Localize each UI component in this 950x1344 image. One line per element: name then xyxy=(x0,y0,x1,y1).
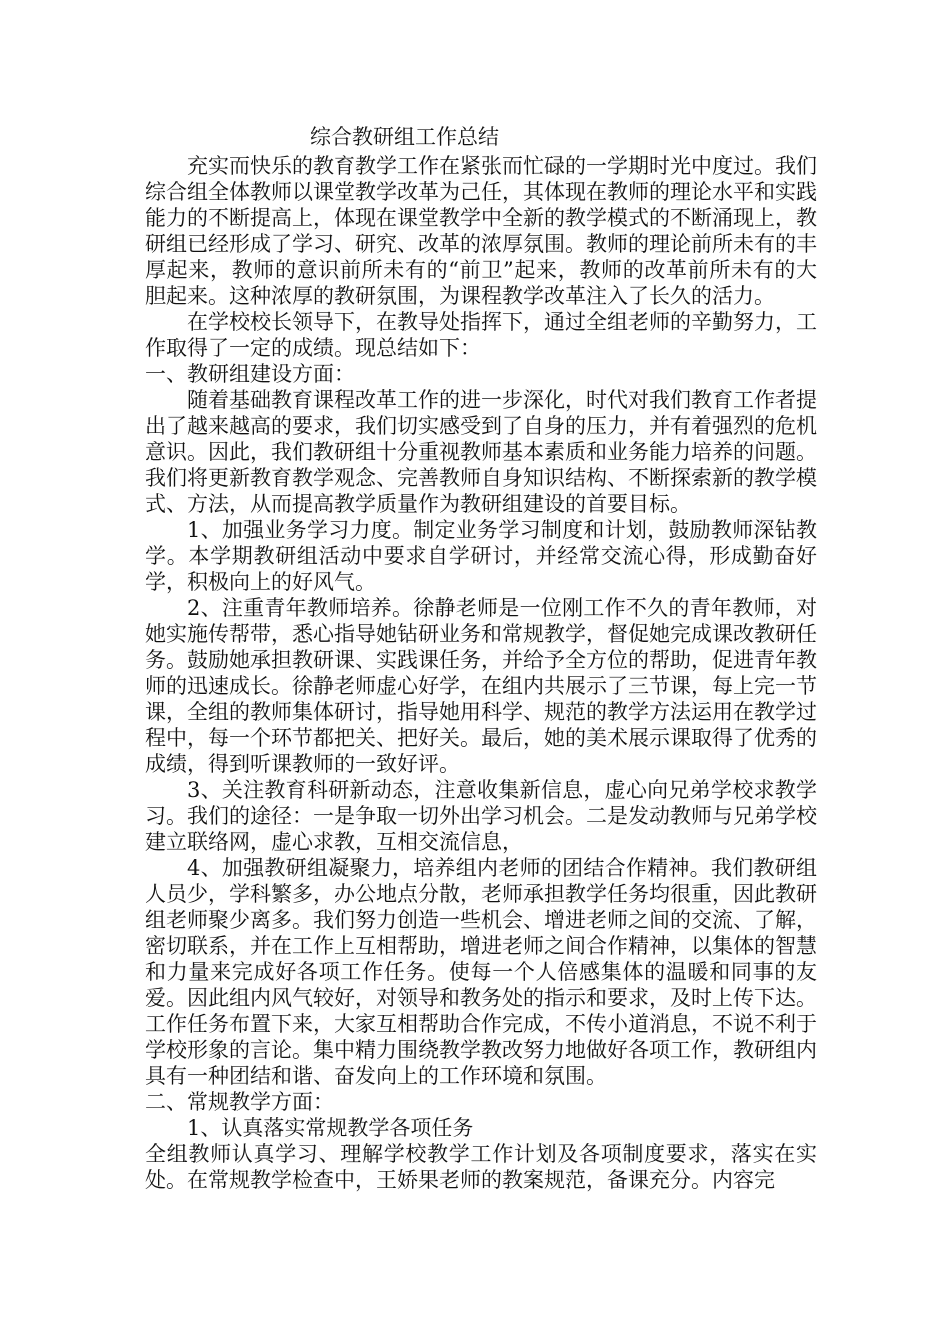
section-2-heading: 二、常规教学方面： xyxy=(145,1090,334,1114)
section-1-paragraph: 随着基础教育课程改革工作的进一步深化，时代对我们教育工作者提出了越来越高的要求，我们切实感受到了自身的压力，并有着强烈的危机意识。因此，我们教研组十分重视教师基本素质和业务能力培养的问题。我们将更新教育教学观念、完善教师自身知识结构、不断探索新的教学模式、方法，从而提高教学质量作为教研组建设的首要目标。 xyxy=(145,388,817,516)
list-item-2: 2、注重青年教师培养。徐静老师是一位刚工作不久的青年教师，对她实施传帮带，悉心指导她钻研业务和常规教学，督促她完成课改教研任务。鼓励她承担教研课、实践课任务，并给予全方位的帮助，促进青年教师的迅速成长。徐静老师虚心好学，在组内共展示了三节课，每上完一节课，全组的教师集体研讨，指导她用科学、规范的教学方法运用在教学过程中，每一个环节都把关、把好关。最后，她的美术展示课取得了优秀的成绩，得到听课教师的一致好评。 xyxy=(145,596,817,776)
intro-paragraph-2: 在学校校长领导下，在教导处指挥下，通过全组老师的辛勤努力，工作取得了一定的成绩。现总结如下： xyxy=(145,310,817,360)
section-1-heading: 一、教研组建设方面： xyxy=(145,362,355,386)
section-2-paragraph: 全组教师认真学习、理解学校教学工作计划及各项制度要求，落实在实处。在常规教学检查中，王娇果老师的教案规范，备课充分。内容完 xyxy=(145,1142,817,1192)
intro-paragraph-1: 充实而快乐的教育教学工作在紧张而忙碌的一学期时光中度过。我们综合组全体教师以课堂教学改革为己任，其体现在教师的理论水平和实践能力的不断提高上，体现在课堂教学中全新的教学模式的不断涌现上，教研组已经形成了学习、研究、改革的浓厚氛围。教师的理论前所未有的丰厚起来，教师的意识前所未有的“前卫”起来，教师的改革前所未有的大胆起来。这种浓厚的教研氛围，为课程教学改革注入了长久的活力。 xyxy=(145,154,817,308)
list-item-4: 4、加强教研组凝聚力，培养组内老师的团结合作精神。我们教研组人员少，学科繁多，办公地点分散，老师承担教学任务均很重，因此教研组老师聚少离多。我们努力创造一些机会、增进老师之间的交流、了解，密切联系，并在工作上互相帮助，增进老师之间合作精神，以集体的智慧和力量来完成好各项工作任务。使每一个人倍感集体的温暖和同事的友爱。因此组内风气较好，对领导和教务处的指示和要求，及时上传下达。工作任务布置下来，大家互相帮助合作完成，不传小道消息，不说不利于学校形象的言论。集中精力围绕教学教改努力地做好各项工作，教研组内具有一种团结和谐、奋发向上的工作环境和氛围。 xyxy=(145,856,817,1088)
document-page xyxy=(145,121,817,1193)
list-item-1: 1、加强业务学习力度。制定业务学习制度和计划，鼓励教师深钻教学。本学期教研组活动中要求自学研讨，并经常交流心得，形成勤奋好学，积极向上的好风气。 xyxy=(145,518,817,594)
list-item-3: 3、关注教育科研新动态，注意收集新信息，虚心向兄弟学校求教学习。我们的途径：一是争取一切外出学习机会。二是发动教师与兄弟学校建立联络网，虚心求教，互相交流信息， xyxy=(145,778,817,854)
section-2-subheading: 1、认真落实常规教学各项任务 xyxy=(187,1116,474,1140)
document-title: 综合教研组工作总结 xyxy=(310,125,499,149)
